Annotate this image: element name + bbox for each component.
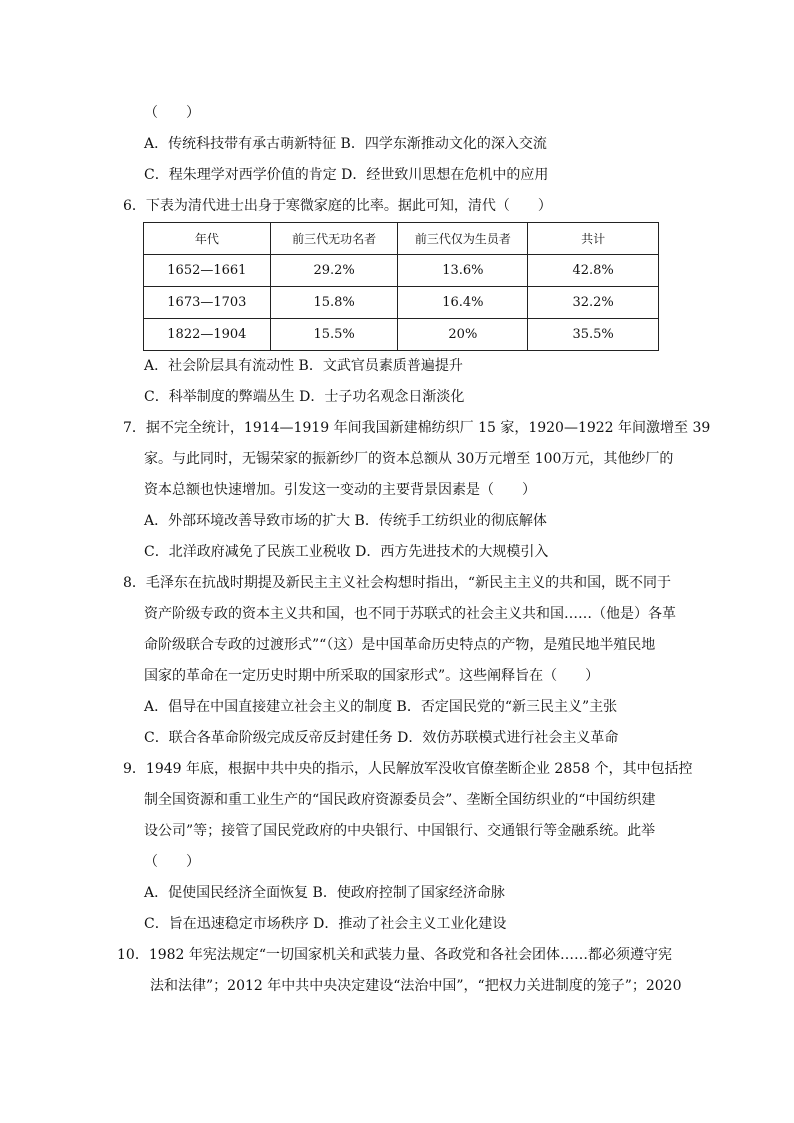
q6-data-table (143, 222, 659, 351)
table-cell: 32.2% (528, 287, 659, 319)
table-cell: 1652—1661 (144, 255, 271, 287)
table-header-cell: 前三代仅为生员者 (398, 223, 528, 255)
table-cell: 42.8% (528, 255, 659, 287)
table-row (144, 255, 659, 287)
q9-stem-line-1: 9．1949 年底，根据中共中央的指示，人民解放军没收官僚垄断企业 2858 个，其中包括控 (123, 761, 693, 777)
table-row (144, 287, 659, 319)
q7-options-ab: A．外部环境改善导致市场的扩大 B．传统手工纺织业的彻底解体 (144, 513, 547, 529)
table-header-cell: 年代 (144, 223, 271, 255)
table-row (144, 319, 659, 351)
q9-paren: （ ） (144, 854, 200, 870)
q10-stem-line-2: 法和法律”；2012 年中共中央决定建设“法治中国”，“把权力关进制度的笼子”；2020 (150, 978, 682, 994)
q6-options-ab: A．社会阶层具有流动性 B．文武官员素质普遍提升 (144, 358, 463, 374)
table-cell: 1673—1703 (144, 287, 271, 319)
q9-options-ab: A．促使国民经济全面恢复 B．使政府控制了国家经济命脉 (144, 885, 505, 901)
q8-stem-line-4: 国家的革命在一定历史时期中所采取的国家形式”。这些阐释旨在（ ） (144, 668, 600, 684)
table-header-row (144, 223, 659, 255)
q8-options-ab: A．倡导在中国直接建立社会主义的制度 B．否定国民党的“新三民主义”主张 (144, 699, 618, 715)
q7-stem-line-1: 7．据不完全统计，1914—1919 年间我国新建棉纺织厂 15 家，1920—1922 年间激增至 39 (123, 420, 711, 436)
table-cell: 15.5% (270, 319, 398, 351)
q5-options-ab: A．传统科技带有承古萌新特征 B．四学东渐推动文化的深入交流 (144, 136, 547, 152)
q5-paren: （ ） (144, 105, 200, 121)
table-cell: 29.2% (270, 255, 398, 287)
q9-stem-line-2: 制全国资源和重工业生产的“国民政府资源委员会”、垄断全国纺织业的“中国纺织建 (144, 792, 656, 808)
q5-options-cd: C．程朱理学对西学价值的肯定 D．经世致川思想在危机中的应用 (144, 167, 549, 183)
q8-stem-line-1: 8．毛泽东在抗战时期提及新民主主义社会构想时指出，“新民主主义的共和国，既不同于 (123, 575, 672, 591)
q6-stem: 6．下表为清代进士出身于寒微家庭的比率。据此可知，清代（ ） (123, 198, 552, 214)
q7-stem-line-2: 家。与此同时，无锡荣家的振新纱厂的资本总额从 30万元增至 100万元，其他纱厂的 (144, 451, 674, 467)
q9-options-cd: C．旨在迅速稳定市场秩序 D．推动了社会主义工业化建设 (144, 916, 507, 932)
table-cell: 16.4% (398, 287, 528, 319)
table-header-cell: 共计 (528, 223, 659, 255)
table-cell: 20% (398, 319, 528, 351)
q8-stem-line-2: 资产阶级专政的资本主义共和国，也不同于苏联式的社会主义共和国……（他是）各革 (144, 606, 676, 622)
table-header-cell: 前三代无功名者 (270, 223, 398, 255)
table-cell: 15.8% (270, 287, 398, 319)
q6-options-cd: C．科举制度的弊端丛生 D．士子功名观念日渐淡化 (144, 389, 465, 405)
q10-stem-line-1: 10．1982 年宪法规定“一切国家机关和武装力量、各政党和各社会团体……都必须遵守宪 (117, 947, 673, 963)
table-cell: 1822—1904 (144, 319, 271, 351)
q8-stem-line-3: 命阶级联合专政的过渡形式”“（这）是中国革命历史特点的产物，是殖民地半殖民地 (144, 637, 656, 653)
q9-stem-line-3: 设公司”等；接管了国民党政府的中央银行、中国银行、交通银行等金融系统。此举 (144, 823, 656, 839)
q7-stem-line-3: 资本总额也快速增加。引发这一变动的主要背景因素是（ ） (144, 482, 536, 498)
q7-options-cd: C．北洋政府减免了民族工业税收 D．西方先进技术的大规模引入 (144, 544, 549, 560)
q8-options-cd: C．联合各革命阶级完成反帝反封建任务 D．效仿苏联模式进行社会主义革命 (144, 730, 619, 746)
table-cell: 35.5% (528, 319, 659, 351)
table-cell: 13.6% (398, 255, 528, 287)
